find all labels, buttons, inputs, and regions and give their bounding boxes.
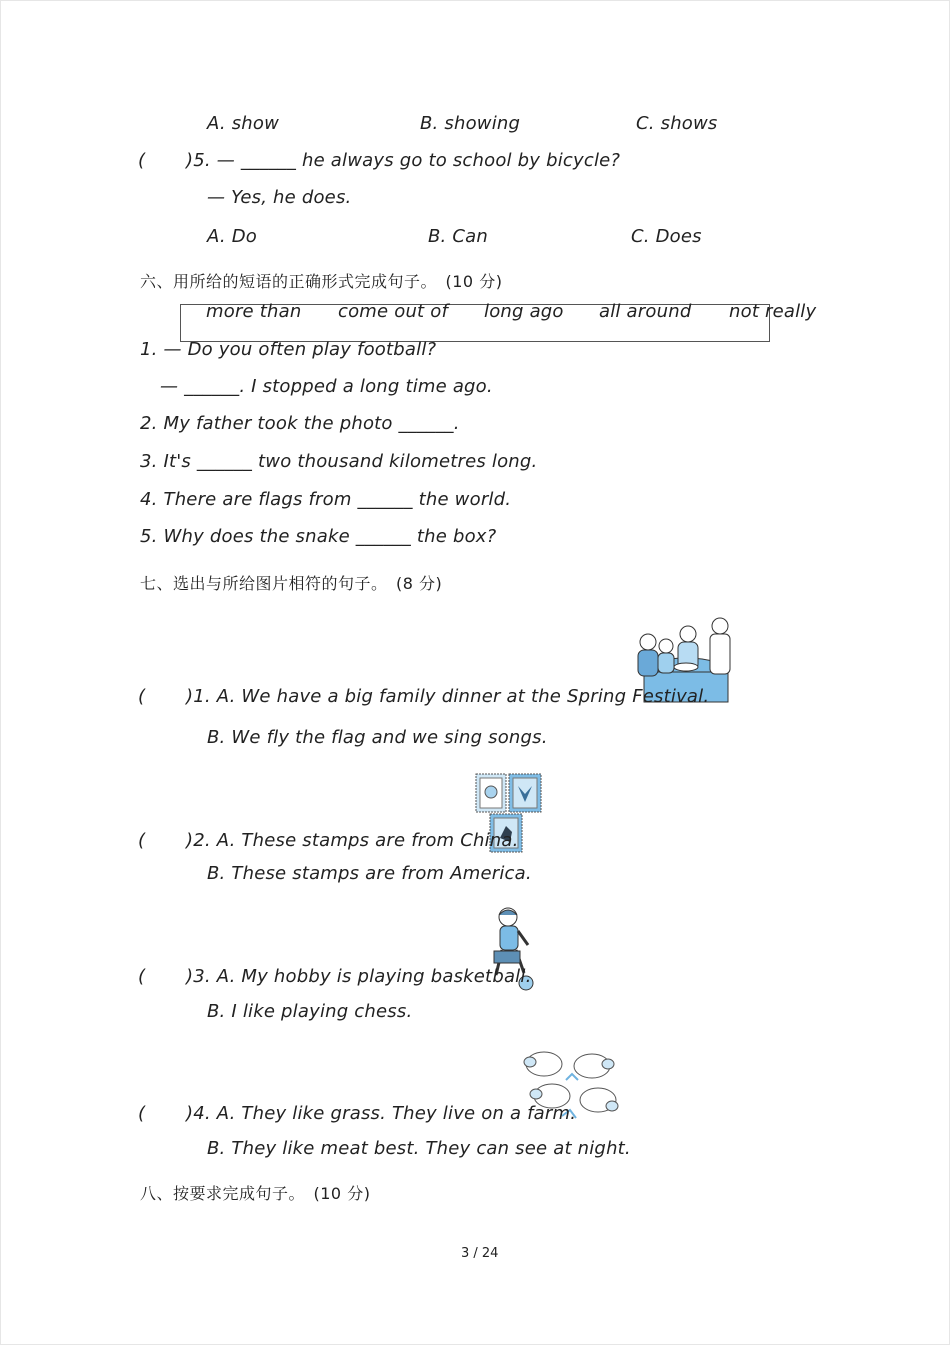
- s6-item-2: 2. My father took the photo ______.: [140, 413, 460, 434]
- s7-q2-option-b: B. These stamps are from America.: [207, 863, 532, 884]
- q5-option-b: B. Can: [428, 226, 488, 247]
- s7-q1-bracket: (: [138, 686, 146, 707]
- phrase-item: come out of: [338, 301, 448, 322]
- q5-answer-line: — Yes, he does.: [207, 187, 352, 208]
- s7-q1-option-b: B. We fly the flag and we sing songs.: [207, 727, 548, 748]
- phrase-item: long ago: [484, 301, 564, 322]
- s7-q4-option-a: )4. A. They like grass. They live on a farm.: [186, 1103, 577, 1124]
- q4-option-b: B. showing: [420, 113, 521, 134]
- s7-q3-bracket: (: [138, 966, 146, 987]
- q5-option-c: C. Does: [631, 226, 702, 247]
- s6-item-4: 4. There are flags from ______ the world.: [140, 489, 512, 510]
- s7-q4-bracket: (: [138, 1103, 146, 1124]
- s6-item-3: 3. It's ______ two thousand kilometres long.: [140, 451, 538, 472]
- phrase-item: all around: [599, 301, 692, 322]
- q5-option-a: A. Do: [207, 226, 257, 247]
- section8-title: 八、按要求完成句子。 (10 分): [140, 1184, 371, 1203]
- s6-item-5: 5. Why does the snake ______ the box?: [140, 526, 497, 547]
- s7-q1-option-a: )1. A. We have a big family dinner at the Spring Festival.: [186, 686, 710, 707]
- phrase-item: more than: [206, 301, 302, 322]
- s6-item-1-answer: — ______. I stopped a long time ago.: [160, 376, 493, 397]
- q4-option-a: A. show: [207, 113, 280, 134]
- phrase-item: not really: [729, 301, 817, 322]
- s7-q2-bracket: (: [138, 830, 146, 851]
- q4-option-c: C. shows: [636, 113, 718, 134]
- s7-q3-option-a: )3. A. My hobby is playing basketball.: [186, 966, 532, 987]
- s7-q4-option-b: B. They like meat best. They can see at night.: [207, 1138, 631, 1159]
- q5-bracket: (: [138, 150, 146, 171]
- section7-title: 七、选出与所给图片相符的句子。 (8 分): [140, 574, 443, 593]
- section6-title: 六、用所给的短语的正确形式完成句子。 (10 分): [140, 272, 503, 291]
- s7-q3-option-b: B. I like playing chess.: [207, 1001, 413, 1022]
- s6-item-1: 1. — Do you often play football?: [140, 339, 437, 360]
- page-number: 3 / 24: [461, 1246, 499, 1261]
- s7-q2-option-a: )2. A. These stamps are from China.: [186, 830, 519, 851]
- q5-stem: )5. — ______ he always go to school by bicycle?: [186, 150, 621, 171]
